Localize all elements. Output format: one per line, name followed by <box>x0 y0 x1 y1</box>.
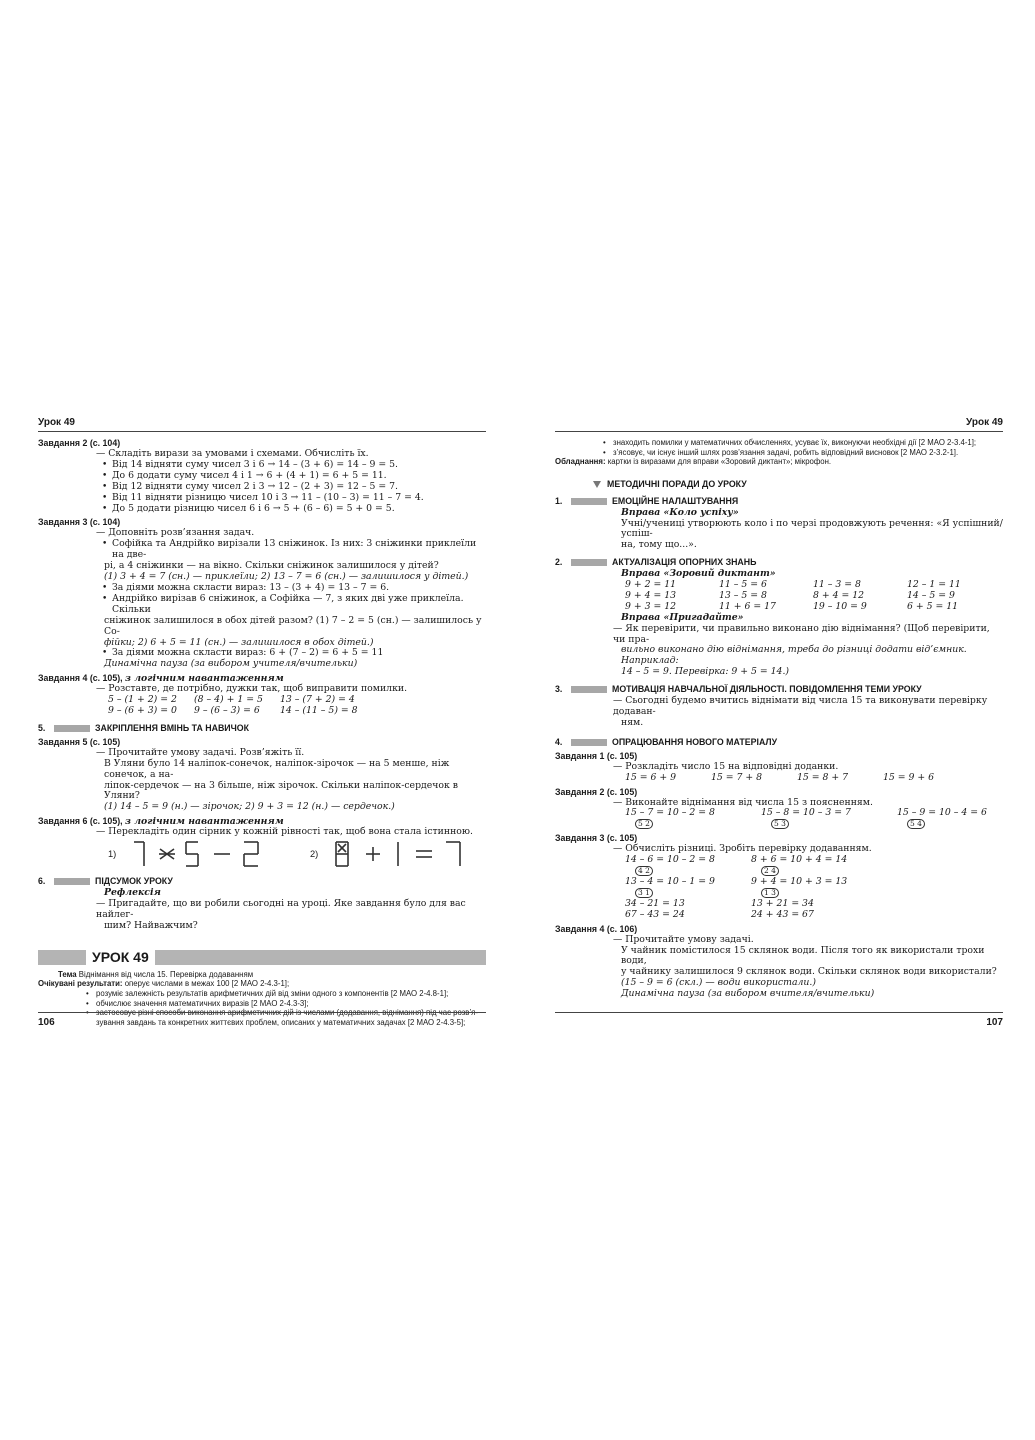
page-number-left: 106 <box>38 1012 486 1028</box>
split-badge: 1 3 <box>761 888 779 898</box>
list-item: • До 6 додати суму чисел 4 і 1 → 6 + (4 + 1) = 6 + 5 = 11. <box>38 471 486 482</box>
task-5-title: Завдання 5 (с. 105) <box>38 736 121 747</box>
section-bar <box>54 725 90 732</box>
motivation-text: — Сьогодні будемо вчитись віднімати від числа 15 та виконувати перевірку додаван- <box>613 695 988 717</box>
list-item: • розуміє залежність результатів арифметичних дій від зміни одного з компонентів [2 МАО 2-4.8-1]; <box>38 989 486 999</box>
section-number: 3. <box>555 684 563 695</box>
expression: 15 – 9 = 10 – 4 = 6 <box>897 807 987 819</box>
list-item: • Софійка та Андрійко вирізали 13 сніжинок. Із них: 3 сніжинки приклеїли на две- <box>38 539 486 561</box>
section-heading <box>38 876 486 887</box>
split-row <box>555 819 1003 830</box>
section-title: ЕМОЦІЙНЕ НАЛАШТУВАННЯ <box>612 495 739 506</box>
split-badge: 5 2 <box>635 819 653 829</box>
task-5-intro: — Прочитайте умову задачі. Розв’яжіть її. <box>96 746 305 758</box>
expression: 15 = 8 + 7 <box>797 771 849 783</box>
section-title: МОТИВАЦІЯ НАВЧАЛЬНОЇ ДІЯЛЬНОСТІ. ПОВІДОМЛЕННЯ ТЕМИ УРОКУ <box>612 684 922 695</box>
expression: 8 + 6 = 10 + 4 = 14 <box>751 854 848 866</box>
exercise-title: Вправа «Зоровий диктант» <box>621 568 776 580</box>
question-answer: вильно виконано дію віднімання, треба до різниці додати від’ємник. Наприклад: <box>621 644 967 667</box>
section-number: 4. <box>555 736 563 747</box>
task-1-intro: — Розкладіть число 15 на відповідні доданки. <box>613 760 839 772</box>
exercise-title: Вправа «Пригадайте» <box>621 611 744 623</box>
lesson-banner <box>38 950 486 965</box>
expression: 24 + 43 = 67 <box>751 908 814 920</box>
expression: 14 – (11 – 5) = 8 <box>280 705 358 717</box>
task-2-intro: — Виконайте віднімання від числа 15 з поясненням. <box>613 796 873 808</box>
dynamic-pause: Динамічна пауза (за вибором вчителя/вчительки) <box>621 988 875 1000</box>
task-4-text: У чайник помістилося 15 склянок води. Після того як використали трохи води, <box>621 944 985 967</box>
equipment-text: картки із виразами для вправи «Зоровий диктант»; мікрофон. <box>607 457 832 467</box>
task-2-title: Завдання 2 (с. 105) <box>555 786 638 797</box>
list-item: • За діями можна скласти вираз: 6 + (7 – 2) = 6 + 5 = 11 <box>38 648 486 659</box>
expression: 11 + 6 = 17 <box>719 600 776 612</box>
expression: 13 + 21 = 34 <box>751 897 814 909</box>
split-badge: 5 4 <box>907 819 925 829</box>
theme-text: Віднімання від числа 15. Перевірка додаванням <box>78 969 254 979</box>
expression: 15 = 6 + 9 <box>625 771 677 783</box>
expression: 34 – 21 = 13 <box>625 897 685 909</box>
motivation-text: ням. <box>621 716 644 728</box>
section-title: ОПРАЦЮВАННЯ НОВОГО МАТЕРІАЛУ <box>612 736 778 747</box>
task-2-intro: — Складіть вирази за умовами і схемами. Обчисліть їх. <box>96 448 369 459</box>
expression: 11 – 5 = 6 <box>719 579 767 591</box>
right-page <box>555 418 1003 1000</box>
section-heading <box>555 496 1003 507</box>
equipment-label: Обладнання: <box>555 457 606 467</box>
dynamic-pause: Динамічна пауза (за вибором учителя/вчительки) <box>104 658 358 670</box>
section-heading <box>555 737 1003 748</box>
section-number: 2. <box>555 557 563 568</box>
method-heading <box>555 479 1003 490</box>
list-item-cont: фійки; 2) 6 + 5 = 11 (сн.) — залишилося в обох дітей.) <box>104 636 374 648</box>
task-3-intro: — Обчисліть різниці. Зробіть перевірку додаванням. <box>613 843 872 855</box>
banner-bar <box>38 950 86 965</box>
expression-row <box>38 695 486 706</box>
expression: 14 – 5 = 9 <box>907 589 955 601</box>
difference-row <box>555 877 1003 888</box>
running-header: Урок 49 <box>555 418 1003 432</box>
expression: 13 – (7 + 2) = 4 <box>280 694 355 706</box>
section-bar <box>571 498 607 505</box>
expression: 67 – 43 = 24 <box>625 908 685 920</box>
expression: 5 – (1 + 2) = 2 <box>108 694 177 706</box>
expression: 9 + 4 = 10 + 3 = 13 <box>751 875 848 887</box>
expression: 15 = 9 + 6 <box>883 771 935 783</box>
section-bar <box>571 739 607 746</box>
task-4-intro: — Розставте, де потрібно, дужки так, щоб виправити помилки. <box>96 683 408 695</box>
results-text: оперує числами в межах 100 [2 МАО 2-4.3-1]; <box>124 979 290 989</box>
list-item: • Андрійко вирізав 6 сніжинок, а Софійка — 7, з яких дві уже приклеїла. Скільки <box>38 594 486 616</box>
expression: 8 + 4 = 12 <box>813 589 865 601</box>
section-title: ПІДСУМОК УРОКУ <box>95 876 173 887</box>
expression: 13 – 5 = 8 <box>719 589 767 601</box>
task-4-suffix: з логічним навантаженням <box>125 673 284 685</box>
section-heading <box>555 557 1003 568</box>
section-title: АКТУАЛІЗАЦІЯ ОПОРНИХ ЗНАНЬ <box>612 557 757 568</box>
expression: 11 – 3 = 8 <box>813 579 861 591</box>
list-item: • До 5 додати різницю чисел 6 і 6 → 5 + (6 – 6) = 5 + 0 = 5. <box>38 504 486 515</box>
split-badge: 5 3 <box>771 819 789 829</box>
section-bar <box>54 878 90 885</box>
exercise-text: Учні/учениці утворюють коло і по черзі продовжують речення: «Я успішний/успіш- <box>621 517 1003 540</box>
section-number: 5. <box>38 722 46 733</box>
expression: 15 = 7 + 8 <box>711 771 763 783</box>
list-item-cont: сніжинок залишилося в обох дітей разом? (1) 7 – 2 = 5 (сн.) — залишилось у Со- <box>104 614 482 637</box>
reflection-label: Рефлексія <box>104 887 161 899</box>
list-item: • знаходить помилки у математичних обчисленнях, усуває їх, виконуючи необхідні дії [2 МАО 2-3.4-1]; <box>555 438 1003 448</box>
expression: 13 – 4 = 10 – 1 = 9 <box>625 875 715 887</box>
puzzle-label: 2) <box>310 848 319 859</box>
section-bar <box>571 686 607 693</box>
expression: 19 – 10 = 9 <box>813 600 867 612</box>
list-item: • Від 14 відняти суму чисел 3 і 6 → 14 – (3 + 6) = 14 – 9 = 5. <box>38 460 486 471</box>
exercise-title: Вправа «Коло успіху» <box>621 506 739 518</box>
task-5-text: ліпок-сердечок — на 3 більше, ніж зірочок. Скільки наліпок-сердечок в Уляни? <box>104 779 458 802</box>
task-3-title: Завдання 3 (с. 105) <box>555 833 638 844</box>
task-3-intro: — Доповніть розв’язання задач. <box>96 527 255 539</box>
results-continued <box>555 438 1003 467</box>
exercise-text: на, тому що...». <box>621 539 697 551</box>
list-item: • Від 11 відняти різницю чисел 10 і 3 → 11 – (10 – 3) = 11 – 7 = 4. <box>38 493 486 504</box>
task-4-intro: — Прочитайте умову задачі. <box>613 933 754 945</box>
expression: 15 – 7 = 10 – 2 = 8 <box>625 807 715 819</box>
task-3-title: Завдання 3 (с. 104) <box>38 517 121 528</box>
section-number: 6. <box>38 876 46 887</box>
task-5-text: В Уляни було 14 наліпок-сонечок, наліпок-зірочок — на 5 менше, ніж сонечок, а на- <box>104 757 450 780</box>
task-6-suffix: з логічним навантаженням <box>125 816 284 828</box>
list-item-cont: зування завдань та конкретних життєвих проблем, описаних у математичних задачах [2 МАО 2-4.3-5]; <box>96 1017 466 1027</box>
expression: 9 + 4 = 13 <box>625 589 677 601</box>
expression: 9 + 3 = 12 <box>625 600 677 612</box>
task-6-label: Завдання 6 (с. 105), <box>38 816 123 827</box>
list-item: • Від 12 відняти суму чисел 2 і 3 → 12 – (2 + 3) = 12 – 5 = 7. <box>38 482 486 493</box>
expression-row <box>38 706 486 717</box>
expression: 12 – 1 = 11 <box>907 579 961 591</box>
left-page <box>38 418 486 1027</box>
question-text: — Як перевірити, чи правильно виконано дію віднімання? (Щоб перевірити, чи пра- <box>613 622 990 645</box>
lesson-title: УРОК 49 <box>86 950 155 965</box>
list-item-cont: (1) 3 + 4 = 7 (сн.) — приклеїли; 2) 13 – 7 = 6 (сн.) — залишилося у дітей.) <box>104 571 469 583</box>
summary-text: шим? Найважчим? <box>104 919 198 931</box>
task-2-title: Завдання 2 (с. 104) <box>38 438 121 448</box>
theme-label: Тема <box>58 969 77 979</box>
split-badge: 2 4 <box>761 866 779 876</box>
matchstick-puzzle-1 <box>130 839 280 869</box>
expression: 14 – 6 = 10 – 2 = 8 <box>625 854 715 866</box>
expression: 6 + 5 = 11 <box>907 600 959 612</box>
task-1-title: Завдання 1 (с. 105) <box>555 750 638 761</box>
task-5-solution: (1) 14 – 5 = 9 (н.) — зірочок; 2) 9 + 3 = 12 (н.) — сердечок.) <box>104 801 395 813</box>
list-item: • обчислює значення математичних виразів [2 МАО 2-4.3-3]; <box>38 999 486 1009</box>
section-heading <box>38 723 486 734</box>
section-bar <box>571 559 607 566</box>
section-heading <box>555 684 1003 695</box>
difference-row <box>555 855 1003 866</box>
section-title: ЗАКРІПЛЕННЯ ВМІНЬ ТА НАВИЧОК <box>95 722 250 733</box>
expression: 9 + 2 = 11 <box>625 579 677 591</box>
list-item: • застосовує різні способи виконання арифметичних дій із числами (додавання, віднімання) під час розв’я- <box>38 1008 486 1018</box>
expression: 15 – 8 = 10 – 3 = 7 <box>761 807 851 819</box>
summary-text: — Пригадайте, що ви робили сьогодні на уроці. Яке завдання було для вас найлег- <box>96 898 466 920</box>
split-badge: 3 1 <box>635 888 653 898</box>
task-4-text: у чайнику залишилося 9 склянок води. Скільки склянок води використали? <box>621 966 997 978</box>
banner-bar <box>155 950 486 965</box>
list-item-cont: рі, а 4 сніжинки — на вікно. Скільки сніжинок залишилося у дітей? <box>104 560 439 572</box>
task-4-label: Завдання 4 (с. 105), <box>38 673 123 684</box>
split-badge: 4 2 <box>635 866 653 876</box>
question-answer: 14 – 5 = 9. Перевірка: 9 + 5 = 14.) <box>621 666 790 678</box>
expression: (8 – 4) + 1 = 5 <box>194 694 263 706</box>
task-4-title: Завдання 4 (с. 106) <box>555 923 638 934</box>
decomposition-row <box>555 773 1003 784</box>
subtraction-row <box>555 808 1003 819</box>
matchstick-puzzle-2 <box>332 839 482 869</box>
section-number: 1. <box>555 495 563 506</box>
list-item: • з’ясовує, чи існує інший шлях розв’язання задачі, робить відповідний висновок [2 МАО 2-3.2-1]. <box>555 448 1003 458</box>
expression: 9 – (6 + 3) = 0 <box>108 705 177 717</box>
results-label: Очікувані результати: <box>38 979 123 989</box>
matchstick-puzzles <box>38 838 486 870</box>
running-header: Урок 49 <box>38 418 486 432</box>
task-6-intro: — Перекладіть один сірник у кожній рівності так, щоб вона стала істинною. <box>96 826 473 838</box>
list-item: • За діями можна скласти вираз: 13 – (3 + 4) = 13 – 7 = 6. <box>38 583 486 594</box>
method-title: МЕТОДИЧНІ ПОРАДИ ДО УРОКУ <box>607 478 747 489</box>
difference-row <box>555 910 1003 921</box>
triangle-icon <box>593 481 601 488</box>
task-4-solution: (15 – 9 = 6 (скл.) — води використали.) <box>621 977 816 989</box>
puzzle-label: 1) <box>108 848 117 859</box>
page-number-right: 107 <box>555 1012 1003 1028</box>
expression: 9 – (6 – 3) = 6 <box>194 705 260 717</box>
